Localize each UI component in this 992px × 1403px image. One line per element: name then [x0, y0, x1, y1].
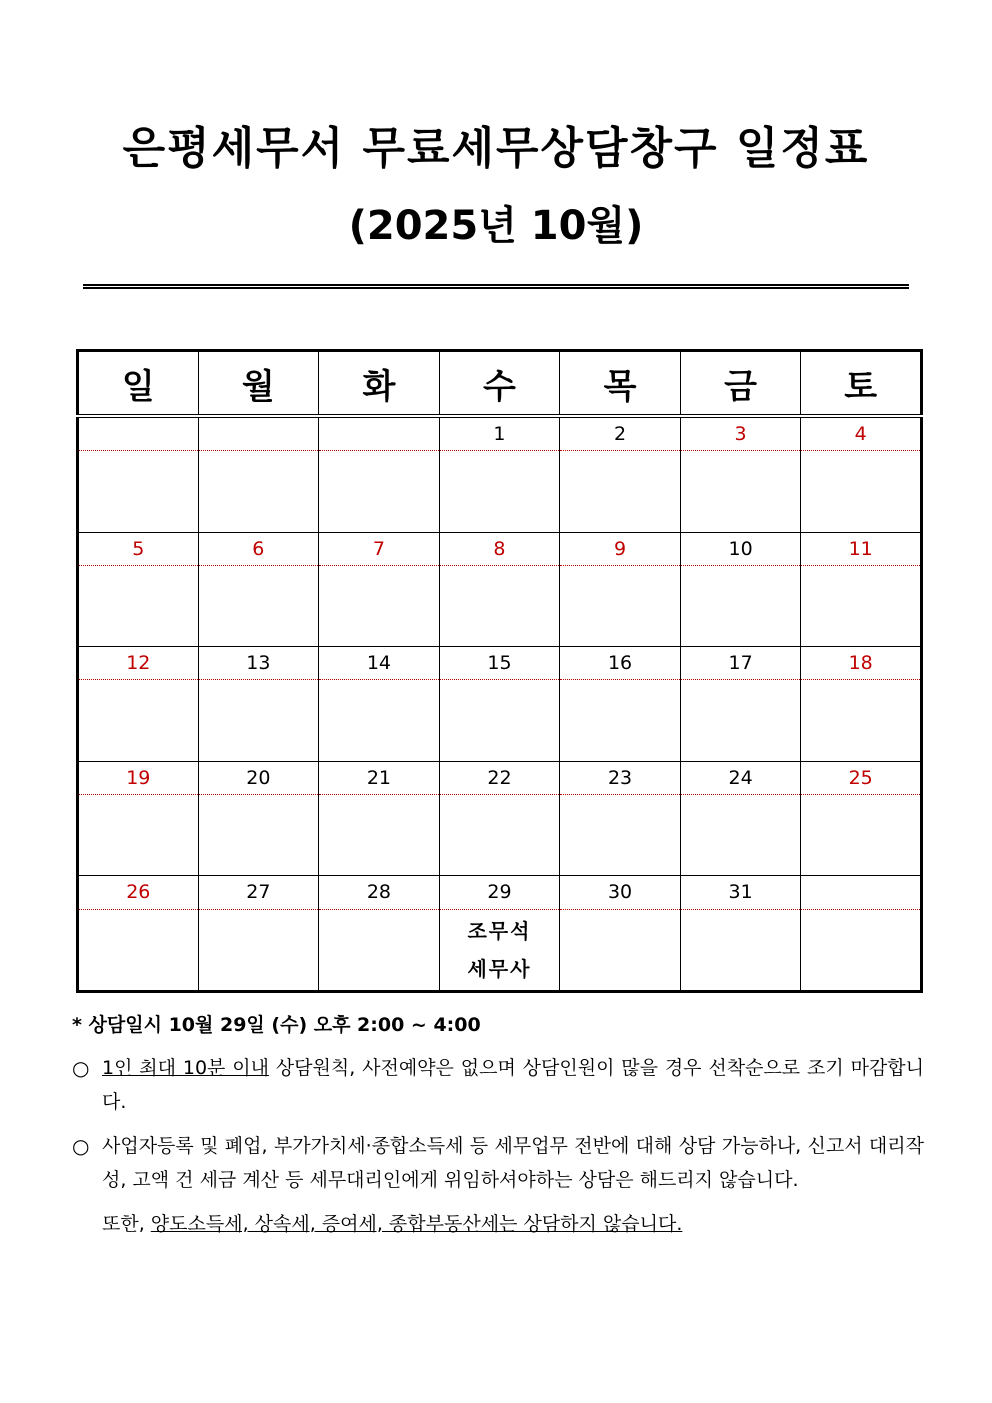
event-cell [680, 451, 801, 532]
date-cell: 22 [439, 761, 560, 794]
date-cell: 24 [680, 761, 801, 794]
date-cell: 29 [439, 876, 560, 909]
date-row [78, 416, 922, 451]
date-cell [801, 876, 922, 909]
event-cell [801, 909, 922, 991]
date-cell: 31 [680, 876, 801, 909]
event-cell [560, 909, 681, 991]
date-cell: 23 [560, 761, 681, 794]
weekday-wed: 수 [439, 351, 560, 417]
note-bullet-1-text [102, 1051, 924, 1119]
date-cell: 20 [198, 761, 319, 794]
event-cell [198, 680, 319, 761]
title-divider [83, 284, 909, 289]
date-cell-holiday: 11 [801, 532, 922, 565]
event-cell [78, 794, 199, 875]
event-cell [198, 794, 319, 875]
page-title: 은평세무서 무료세무상담창구 일정표 [122, 123, 870, 174]
event-cell [78, 565, 199, 646]
note-bullet-2 [72, 1129, 924, 1197]
event-cell [560, 565, 681, 646]
event-cell [801, 565, 922, 646]
event-row [78, 451, 922, 532]
consultant-cell [439, 909, 560, 991]
event-cell [78, 909, 199, 991]
note-bullet-1 [72, 1051, 924, 1119]
weekday-tue: 화 [319, 351, 440, 417]
note-bullet-1-rest: 상담원칙, 사전예약은 없으며 상담인원이 많을 경우 선착순으로 조기 마감합니다. [102, 1057, 924, 1113]
event-cell [560, 451, 681, 532]
date-cell: 14 [319, 647, 440, 680]
event-cell [319, 451, 440, 532]
schedule-calendar [76, 349, 923, 993]
date-cell: 10 [680, 532, 801, 565]
event-row [78, 794, 922, 875]
note-bullet-1-emphasis: 1인 최대 10분 이내 [102, 1057, 269, 1079]
event-cell [78, 451, 199, 532]
weekday-fri: 금 [680, 351, 801, 417]
event-cell [439, 451, 560, 532]
date-cell-holiday: 9 [560, 532, 681, 565]
date-cell [198, 416, 319, 451]
event-cell [198, 565, 319, 646]
date-cell-holiday: 12 [78, 647, 199, 680]
date-cell-holiday: 6 [198, 532, 319, 565]
date-cell: 30 [560, 876, 681, 909]
date-cell [319, 416, 440, 451]
event-cell [680, 680, 801, 761]
event-cell [680, 909, 801, 991]
date-cell: 1 [439, 416, 560, 451]
weekday-sat: 토 [801, 351, 922, 417]
event-row [78, 565, 922, 646]
date-row [78, 647, 922, 680]
event-cell [319, 680, 440, 761]
date-cell-holiday: 25 [801, 761, 922, 794]
weekday-header-row [78, 351, 922, 417]
schedule-note: * 상담일시 10월 29일 (수) 오후 2:00 ~ 4:00 [72, 1014, 481, 1036]
date-row [78, 761, 922, 794]
event-cell [560, 794, 681, 875]
date-cell: 13 [198, 647, 319, 680]
date-cell-holiday: 8 [439, 532, 560, 565]
date-cell: 15 [439, 647, 560, 680]
date-cell-holiday: 3 [680, 416, 801, 451]
circle-bullet-icon: ○ [72, 1134, 90, 1158]
event-cell [801, 794, 922, 875]
event-cell [439, 565, 560, 646]
event-cell [439, 680, 560, 761]
event-cell [319, 794, 440, 875]
event-cell [680, 565, 801, 646]
weekday-sun: 일 [78, 351, 199, 417]
event-cell [801, 680, 922, 761]
event-cell [198, 909, 319, 991]
event-cell [680, 794, 801, 875]
date-cell-holiday: 5 [78, 532, 199, 565]
date-cell: 17 [680, 647, 801, 680]
page-subtitle: (2025년 10월) [348, 203, 644, 249]
weekday-mon: 월 [198, 351, 319, 417]
notes-section [72, 1010, 924, 1241]
event-cell [78, 680, 199, 761]
event-cell [319, 909, 440, 991]
event-cell [319, 565, 440, 646]
event-cell [560, 680, 681, 761]
date-cell: 28 [319, 876, 440, 909]
note-extra-emphasis: 양도소득세, 상속세, 증여세, 종합부동산세는 상담하지 않습니다. [150, 1213, 683, 1235]
note-extra-prefix: 또한, [102, 1213, 151, 1235]
date-cell-holiday: 4 [801, 416, 922, 451]
date-cell-holiday: 26 [78, 876, 199, 909]
event-row [78, 909, 922, 991]
date-cell: 27 [198, 876, 319, 909]
date-cell-holiday: 7 [319, 532, 440, 565]
date-cell [78, 416, 199, 451]
consultant-title: 세무사 [467, 956, 532, 981]
date-cell-holiday: 19 [78, 761, 199, 794]
date-cell: 16 [560, 647, 681, 680]
weekday-thu: 목 [560, 351, 681, 417]
circle-bullet-icon: ○ [72, 1056, 90, 1080]
date-row [78, 532, 922, 565]
note-bullet-2-text: 사업자등록 및 폐업, 부가가치세·종합소득세 등 세무업무 전반에 대해 상담 가능하나, 신고서 대리작성, 고액 건 세금 계산 등 세무대리인에게 위임하셔야하는 상담은 해드리지 않습니다. [102, 1135, 924, 1191]
event-cell [801, 451, 922, 532]
consultant-name: 조무석 [467, 918, 532, 943]
event-cell [439, 794, 560, 875]
note-extra [72, 1207, 924, 1241]
date-cell: 2 [560, 416, 681, 451]
date-cell-holiday: 18 [801, 647, 922, 680]
date-cell: 21 [319, 761, 440, 794]
event-row [78, 680, 922, 761]
date-row [78, 876, 922, 909]
event-cell [198, 451, 319, 532]
